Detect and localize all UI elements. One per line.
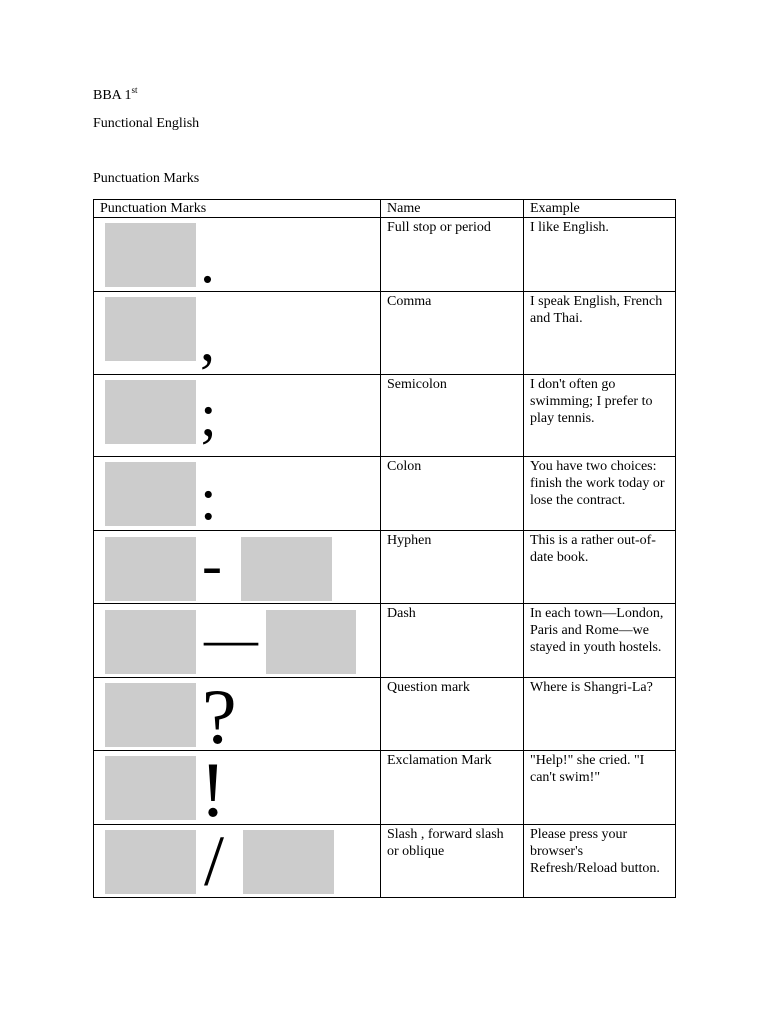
punctuation-symbol: ; <box>200 382 217 448</box>
punctuation-symbol: ! <box>200 746 226 833</box>
mark-cell <box>94 746 381 833</box>
image-placeholder <box>105 683 196 747</box>
table-row <box>94 218 676 292</box>
table-row <box>94 604 676 678</box>
topic-heading: Punctuation Marks <box>93 171 200 186</box>
example-cell: I don't often go swimming; I prefer to play tennis. <box>524 375 676 457</box>
punctuation-table <box>93 199 676 901</box>
header-punctuation-marks: Punctuation Marks <box>94 200 381 218</box>
name-cell: Question mark <box>381 678 524 751</box>
example-cell: This is a rather out-of-date book. <box>524 531 676 604</box>
example-cell: I like English. <box>524 218 676 292</box>
example-cell: Please press your browser's Refresh/Reload button. <box>524 825 676 898</box>
header-name: Name <box>381 200 524 218</box>
mark-cell <box>94 292 381 375</box>
table-row <box>94 375 676 457</box>
example-cell: "Help!" she cried. "I can't swim!" <box>524 751 676 825</box>
name-cell: Hyphen <box>381 531 524 604</box>
punctuation-symbol: . <box>200 229 215 295</box>
example-cell: I speak English, French and Thai. <box>524 292 676 375</box>
table-row <box>94 457 676 531</box>
table-row <box>94 678 676 751</box>
name-cell: Dash <box>381 604 524 678</box>
name-cell: Slash , forward slash or oblique <box>381 825 524 898</box>
table-row <box>94 531 676 604</box>
course-name: BBA 1 <box>93 88 132 103</box>
name-cell: Semicolon <box>381 375 524 457</box>
punctuation-symbol: ? <box>202 673 237 760</box>
name-cell: Full stop or period <box>381 218 524 292</box>
table-header-row <box>94 200 676 218</box>
name-cell: Colon <box>381 457 524 531</box>
mark-cell <box>94 673 381 760</box>
image-placeholder <box>243 830 334 894</box>
punctuation-symbol: - <box>202 532 222 598</box>
image-placeholder <box>105 537 196 601</box>
table-row <box>94 292 676 375</box>
image-placeholder <box>266 610 356 674</box>
image-placeholder <box>105 223 196 287</box>
mark-cell <box>94 821 381 901</box>
table-row <box>94 825 676 898</box>
punctuation-symbol: — <box>204 609 258 669</box>
image-placeholder <box>105 462 196 526</box>
punctuation-symbol: : <box>200 466 217 532</box>
table-row <box>94 751 676 825</box>
mark-cell <box>94 375 381 457</box>
mark-cell <box>94 604 381 678</box>
course-superscript: st <box>131 85 138 95</box>
image-placeholder <box>105 297 196 361</box>
image-placeholder <box>105 610 196 674</box>
header-example: Example <box>524 200 676 218</box>
image-placeholder <box>105 756 196 820</box>
image-placeholder <box>105 380 196 444</box>
mark-cell <box>94 531 381 604</box>
image-placeholder <box>105 830 196 894</box>
mark-cell <box>94 218 381 295</box>
example-cell: You have two choices: finish the work today or lose the contract. <box>524 457 676 531</box>
example-cell: Where is Shangri-La? <box>524 678 676 751</box>
course-heading <box>93 85 138 104</box>
punctuation-symbol: / <box>204 821 225 901</box>
name-cell: Exclamation Mark <box>381 751 524 825</box>
punctuation-symbol: , <box>200 307 215 373</box>
mark-cell <box>94 457 381 531</box>
subject-heading: Functional English <box>93 116 200 131</box>
image-placeholder <box>241 537 332 601</box>
name-cell: Comma <box>381 292 524 375</box>
example-cell: In each town—London, Paris and Rome—we stayed in youth hostels. <box>524 604 676 678</box>
